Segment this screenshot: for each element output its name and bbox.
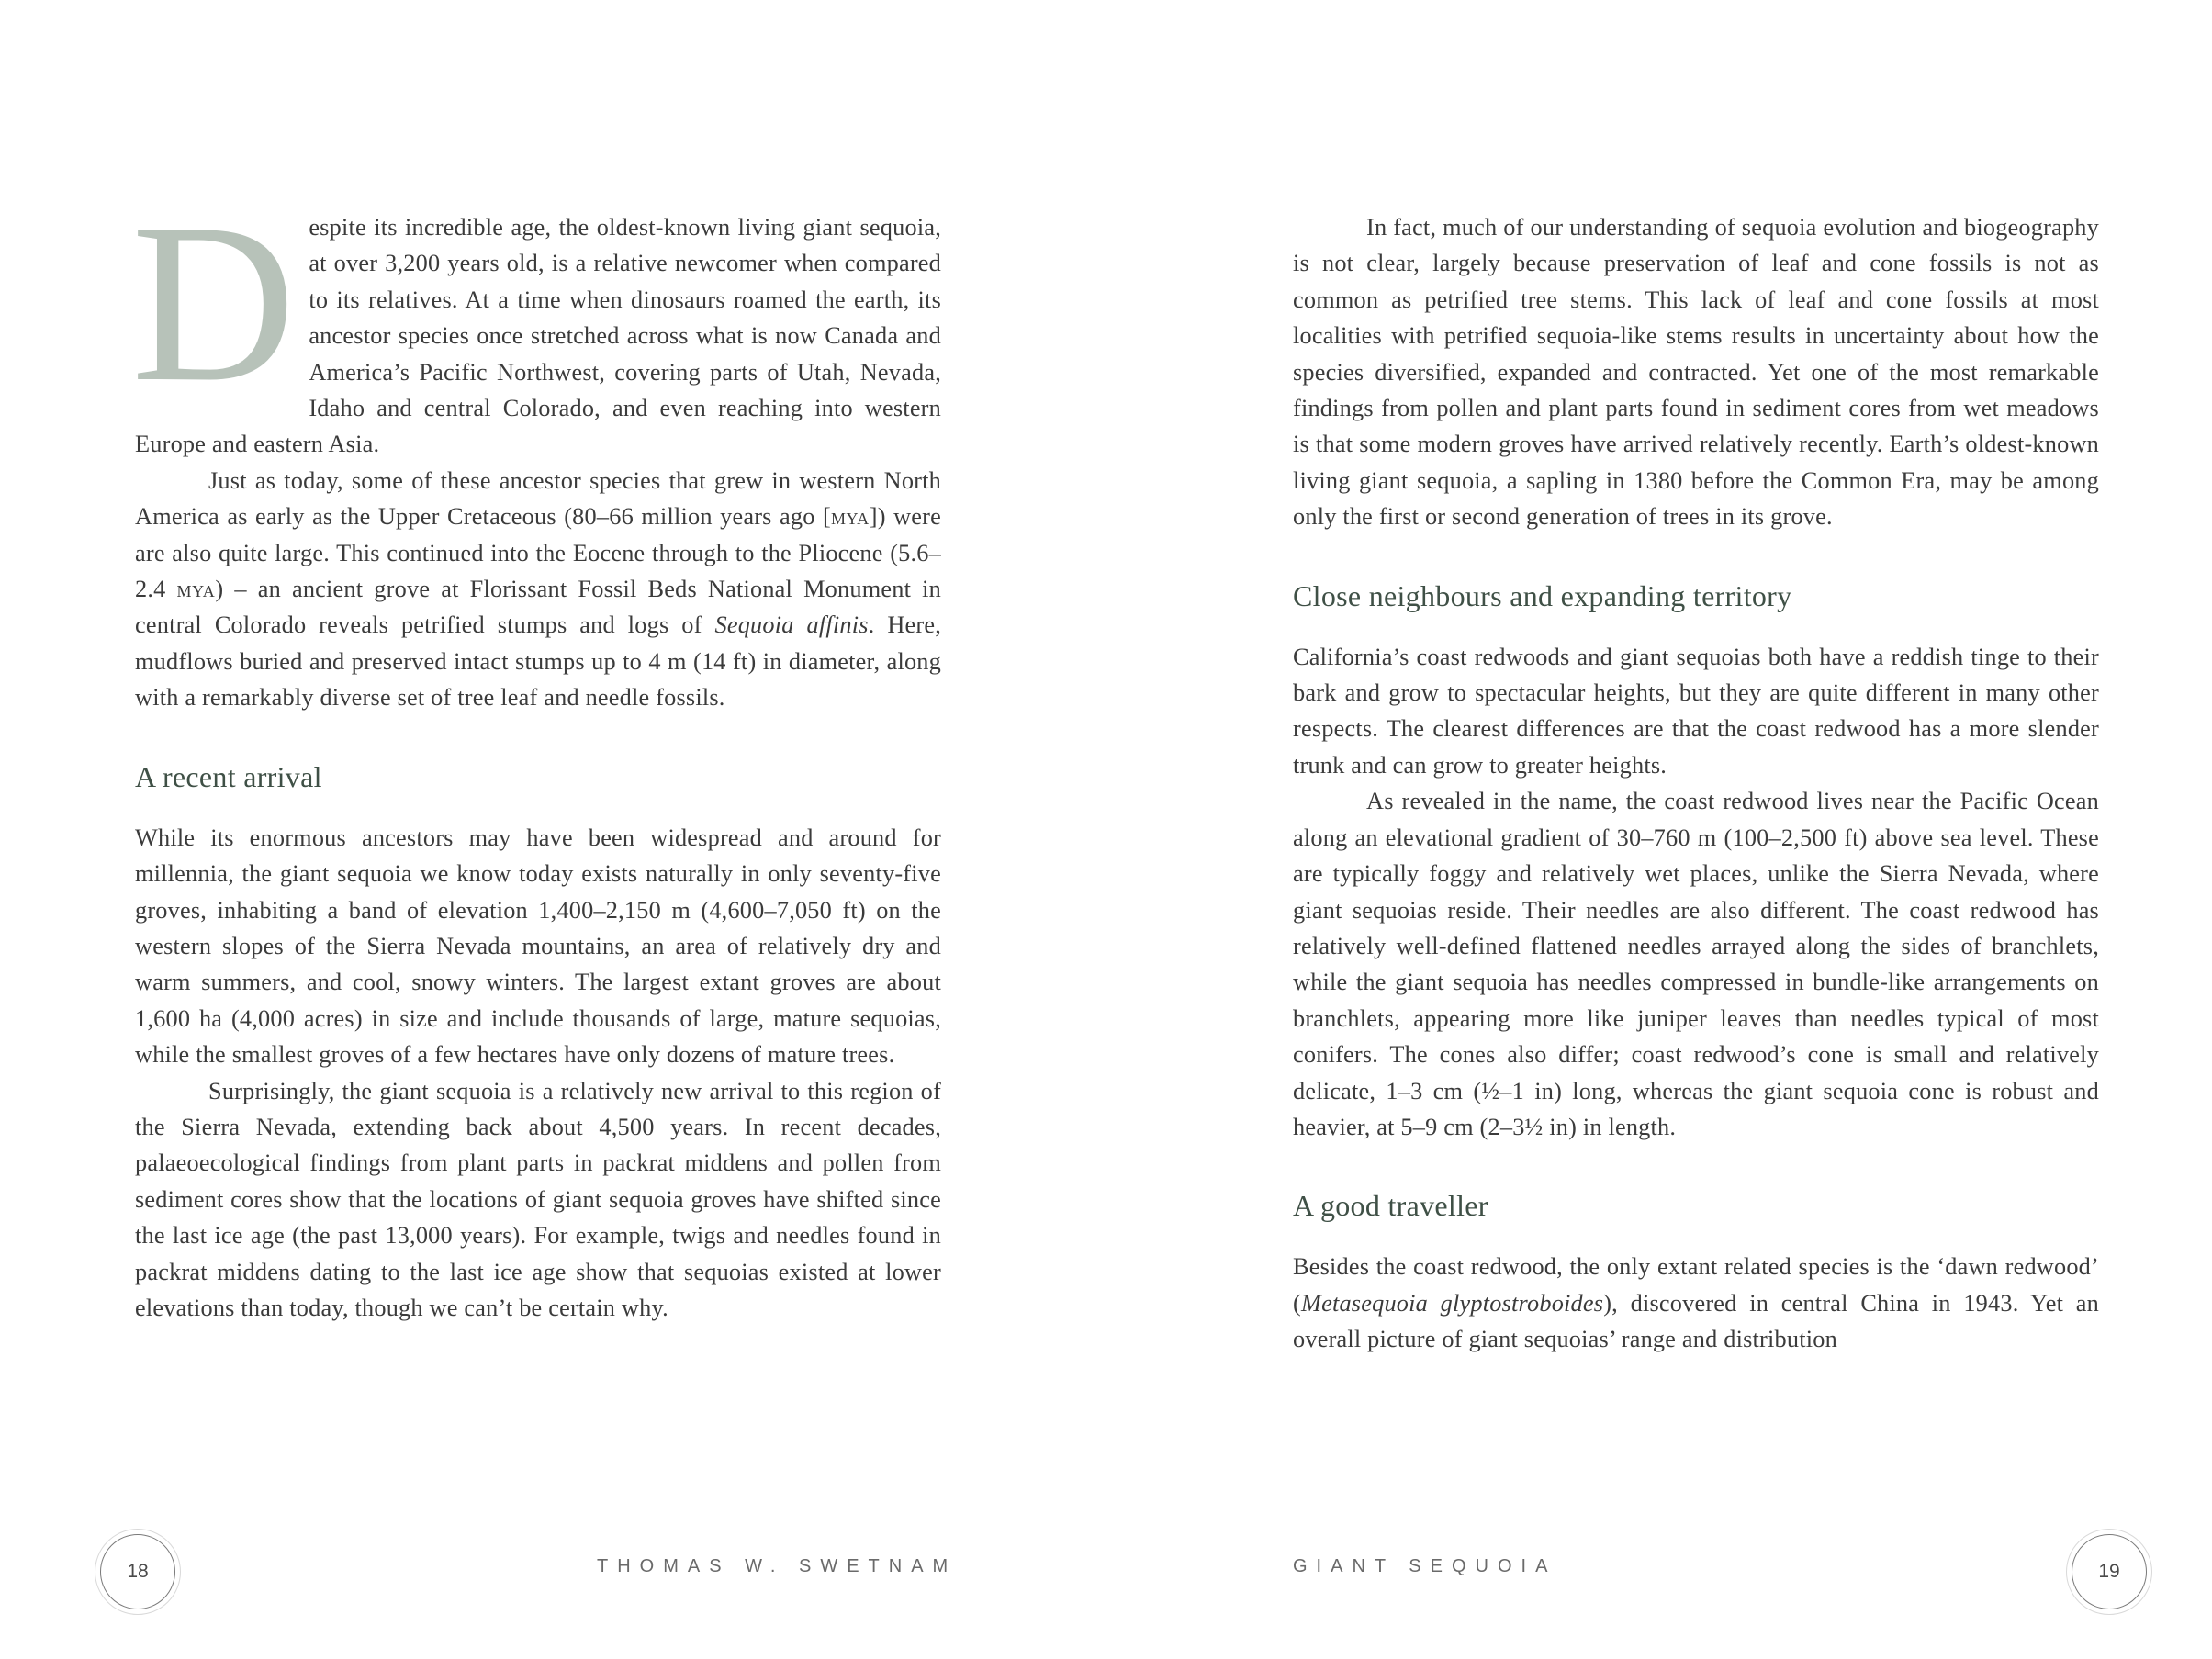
text-run: Besides the coast redwood, the only extant related species is the ‘dawn redwood’ (: [1293, 1253, 2099, 1317]
abbreviation-mya: mya: [830, 503, 870, 531]
abbreviation-mya: mya: [176, 576, 216, 603]
left-paragraph-4: Surprisingly, the giant sequoia is a relatively new arrival to this region of the Sierra Nevada, extending back about 4,500 years. In recent decades, palaeoecological findings from plant parts in packrat middens and pollen from sediment cores show that the locations of giant sequoia groves have shifted since the last ice age (the past 13,000 years). For example, twigs and needles found in packrat middens dating to the last ice age show that sequoias existed at lower elevations than today, though we can’t be certain why.: [135, 1077, 941, 1321]
page-number-right: 19: [2066, 1529, 2152, 1615]
heading-close-neighbours: Close neighbours and expanding territory: [1293, 578, 1792, 612]
right-paragraph-4: [1293, 1249, 2099, 1357]
right-paragraph-1: In fact, much of our understanding of sequoia evolution and biogeography is not clear, largely because preservation of leaf and cone fossils is not as common as petrified tree stems. This lack of leaf and cone fossils at most localities with petrified sequoia-like stems results in uncertainty about how the species diversified, expanded and contracted. Yet one of the most remarkable findings from pollen and plant parts found in sediment cores from wet meadows is that some modern groves have arrived relatively recently. Earth’s oldest-known living giant sequoia, a sapling in 1380 before the Common Era, may be among only the first or second generation of trees in its grove.: [1293, 214, 2099, 531]
left-paragraph-3: While its enormous ancestors may have been widespread and around for millennia, the giant sequoia we know today exists naturally in only seventy-five groves, inhabiting a band of elevation 1,400–2,150 m (4,600–7,050 ft) on the western slopes of the Sierra Nevada mountains, an area of relatively dry and warm summers, and cool, snowy winters. The largest extant groves are about 1,600 ha (4,000 acres) in size and include thousands of large, mature sequoias, while the smallest groves of a few hectares have only dozens of mature trees.: [135, 824, 941, 1069]
right-paragraph-3: As revealed in the name, the coast redwood lives near the Pacific Ocean along an elevational gradient of 30–760 m (100–2,500 ft) above sea level. These are typically foggy and relatively wet places, unlike the Sierra Nevada, where giant sequoias reside. Their needles are also different. The coast redwood has relatively well-defined flattened needles arrayed along the sides of branchlets, while the giant sequoia has needles compressed in bundle-like arrangements on branchlets, appearing more like juniper leaves than needles typical of most conifers. The cones also differ; coast redwood’s cone is small and relatively delicate, 1–3 cm (½–1 in) long, whereas the giant sequoia cone is robust and heavier, at 5–9 cm (2–3½ in) in length.: [1293, 788, 2099, 1140]
left-paragraph-1-text: espite its incredible age, the oldest-known living giant sequoia, at over 3,200 years old, is a relative newcomer when compared to its relatives. At a time when dinosaurs roamed the earth, its ancestor species once stretched across what is now Canada and America’s Pacific Northwest, covering parts of Utah, Nevada, Idaho and central Colorado, and even reaching into western Europe and eastern Asia.: [135, 214, 941, 458]
text-run: ) – an ancient grove at Florissant Fossil Beds National Monument in central Colorado reveals petrified stumps and logs of: [135, 576, 941, 639]
text-run: ), discovered in central China in 1943. Yet an overall picture of giant sequoias’ range and distribution: [1293, 1289, 2100, 1353]
heading-good-traveller: A good traveller: [1293, 1189, 1488, 1223]
page-number-left: 18: [95, 1529, 181, 1615]
right-paragraph-2: California’s coast redwoods and giant sequoias both have a reddish tinge to their bark and grow to spectacular heights, but they are quite different in many other respects. The clearest differences are that the coast redwood has a more slender trunk and can grow to greater heights.: [1293, 643, 2099, 779]
running-head-author: THOMAS W. SWETNAM: [597, 1556, 958, 1576]
left-page-column: [131, 176, 941, 1326]
text-run: Just as today, some of these ancestor species that grew in western North America as early as the Upper Cretaceous (80–66 million years ago [: [135, 466, 941, 531]
species-name: Metasequoia glyptostroboides: [1300, 1289, 1604, 1317]
running-head-title: GIANT SEQUOIA: [1293, 1556, 1557, 1576]
text-run: . Here, mudflows buried and preserved intact stumps up to 4 m (14 ft) in diameter, along with a remarkably diverse set of tree leaf and needle fossils.: [135, 611, 941, 712]
drop-cap: D: [131, 176, 297, 429]
left-paragraph-1: [131, 176, 941, 463]
left-paragraph-2: [135, 463, 941, 716]
species-name: Sequoia affinis: [714, 611, 869, 639]
text-run: ]) were are also quite large. This continued into the Eocene through to the Pliocene (5.6–2.4: [135, 503, 941, 603]
right-page-column: [1293, 209, 2099, 1358]
heading-recent-arrival: A recent arrival: [135, 759, 322, 793]
